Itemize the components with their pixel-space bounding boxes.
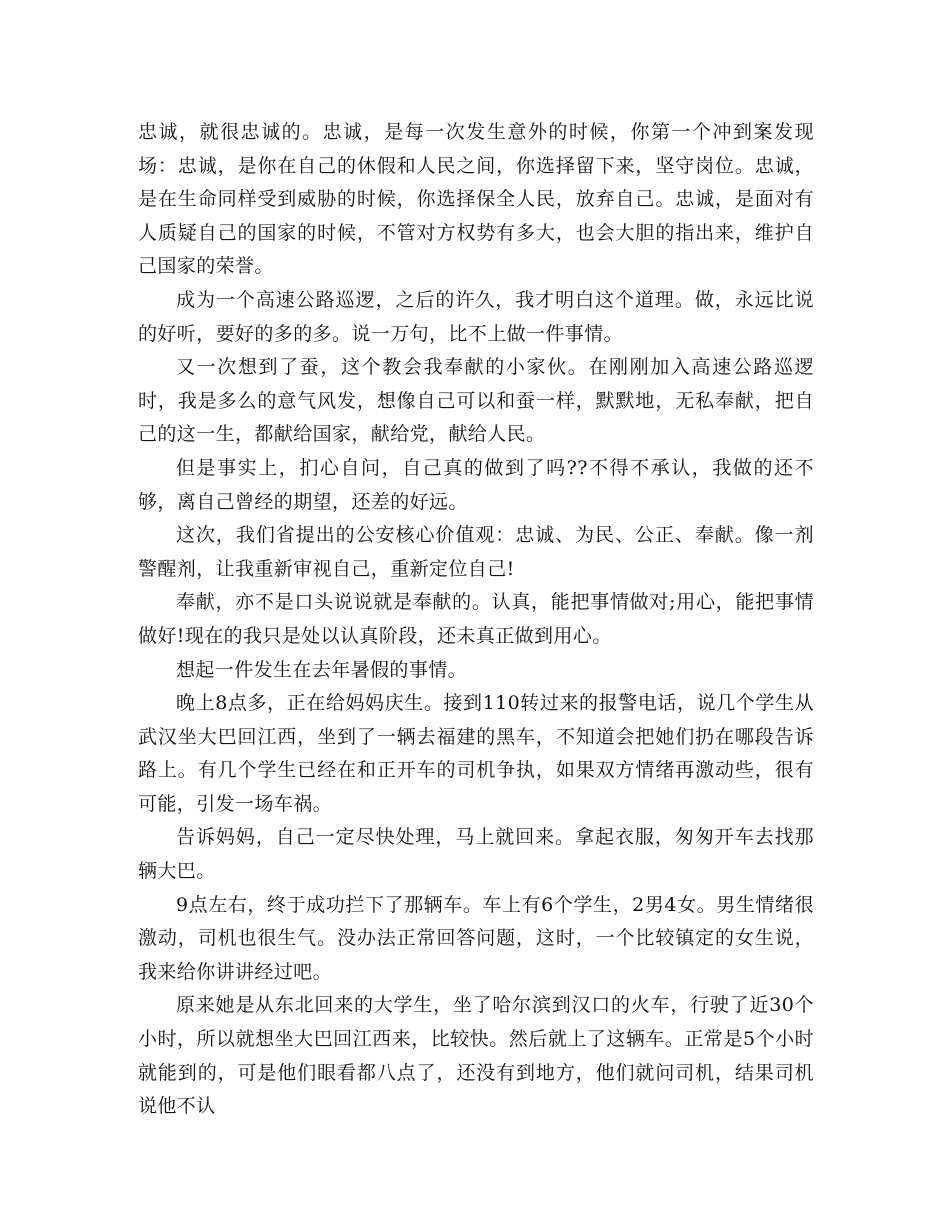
paragraph-10: 9点左右，终于成功拦下了那辆车。车上有6个学生，2男4女。男生情绪很激动，司机也很生气。没办法正常回答问题，这时，一个比较镇定的女生说，我来给你讲讲经过吧。 [138, 893, 814, 983]
paragraph-2: 成为一个高速公路巡逻，之后的许久，我才明白这个道理。做，永远比说的好听，要好的多的多。说一万句，比不上做一件事情。 [138, 288, 814, 345]
paragraph-1: 忠诚，就很忠诚的。忠诚，是每一次发生意外的时候，你第一个冲到案发现场：忠诚，是你在自己的休假和人民之间，你选择留下来，坚守岗位。忠诚，是在生命同样受到威胁的时候，你选择保全人民，放弃自己。忠诚，是面对有人质疑自己的国家的时候，不管对方权势有多大，也会大胆的指出来，维护自己国家的荣誉。 [138, 121, 814, 278]
paragraph-7: 想起一件发生在去年暑假的事情。 [176, 658, 468, 681]
document-body [138, 116, 814, 1124]
paragraph-4: 但是事实上，扪心自问，自己真的做到了吗??不得不承认，我做的还不够，离自己曾经的期望，还差的好远。 [138, 456, 814, 513]
paragraph-3: 又一次想到了蚕，这个教会我奉献的小家伙。在刚刚加入高速公路巡逻时，我是多么的意气风发，想像自己可以和蚕一样，默默地，无私奉献，把自己的这一生，都献给国家，献给党，献给人民。 [138, 356, 814, 446]
paragraph-9: 告诉妈妈，自己一定尽快处理，马上就回来。拿起衣服，匆匆开车去找那辆大巴。 [138, 826, 814, 883]
paragraph-11: 原来她是从东北回来的大学生，坐了哈尔滨到汉口的火车，行驶了近30个小时，所以就想坐大巴回江西来，比较快。然后就上了这辆车。正常是5个小时就能到的，可是他们眼看都八点了，还没有到地方，他们就问司机，结果司机说他不认 [138, 994, 814, 1118]
paragraph-5: 这次，我们省提出的公安核心价值观：忠诚、为民、公正、奉献。像一剂警醒剂，让我重新审视自己，重新定位自己! [138, 524, 814, 580]
paragraph-8: 晚上8点多，正在给妈妈庆生。接到110转过来的报警电话，说几个学生从武汉坐大巴回江西，坐到了一辆去福建的黑车，不知道会把她们扔在哪段告诉路上。有几个学生已经在和正开车的司机争执，如果双方情绪再激动些，很有可能，引发一场车祸。 [138, 692, 814, 815]
paragraph-6: 奉献，亦不是口头说说就是奉献的。认真，能把事情做对;用心，能把事情做好!现在的我只是处以认真阶段，还未真正做到用心。 [138, 591, 814, 647]
